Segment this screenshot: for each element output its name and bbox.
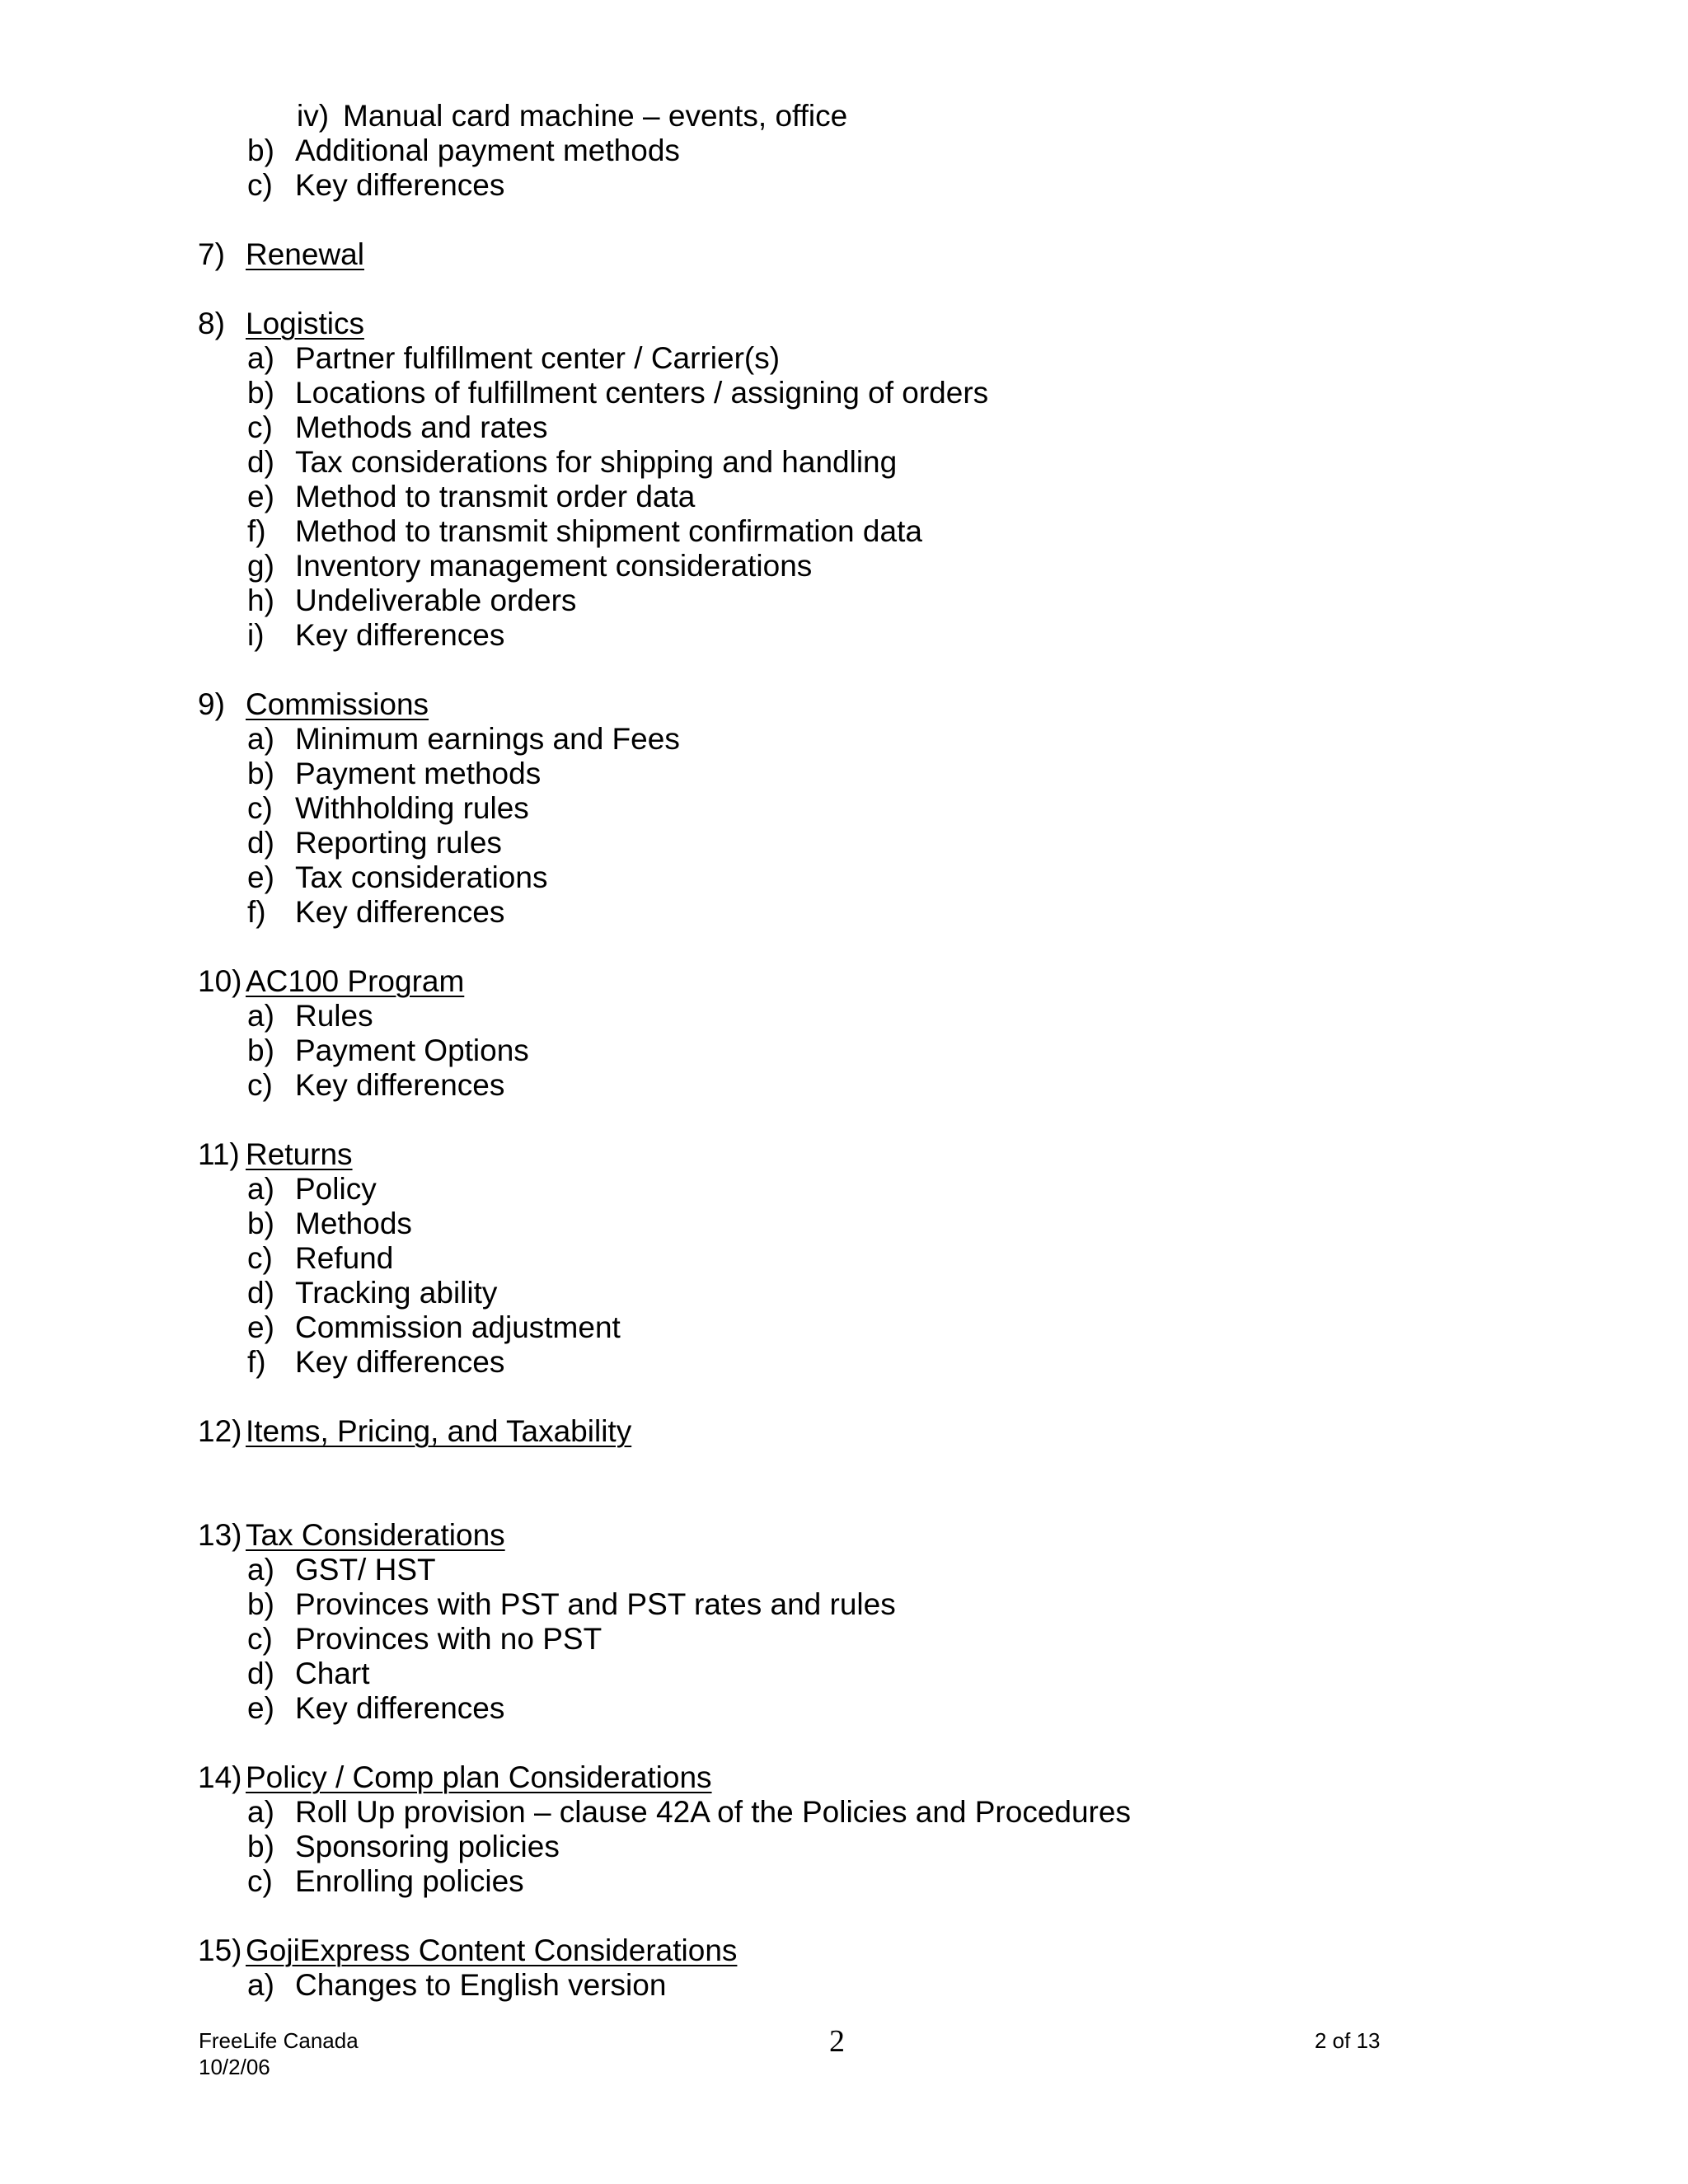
outline-marker: e) <box>247 860 274 894</box>
outline-marker: f) <box>247 514 266 548</box>
outline-marker: c) <box>247 791 273 825</box>
outline-marker: c) <box>247 1241 273 1275</box>
outline-text: Policy <box>295 1172 377 1206</box>
footer-left <box>199 2027 359 2080</box>
outline-marker: 15) <box>198 1933 242 1967</box>
outline-text: Changes to English version <box>295 1968 667 2002</box>
outline-marker: c) <box>247 1622 273 1656</box>
outline-text: Methods and rates <box>295 410 548 444</box>
outline-text: Refund <box>295 1241 394 1275</box>
outline-marker: d) <box>247 826 274 860</box>
outline-text: Additional payment methods <box>295 134 680 167</box>
outline-text: Key differences <box>295 1068 505 1102</box>
outline-marker: b) <box>247 1830 274 1863</box>
outline-text: Minimum earnings and Fees <box>295 722 680 756</box>
outline-marker: g) <box>247 549 274 583</box>
outline-text: Method to transmit order data <box>295 480 696 513</box>
outline-text: Roll Up provision – clause 42A of the Policies and Procedures <box>295 1795 1131 1829</box>
outline-marker: a) <box>247 341 274 375</box>
outline-text: Partner fulfillment center / Carrier(s) <box>295 341 781 375</box>
outline-marker: b) <box>247 1033 274 1067</box>
outline-marker: b) <box>247 376 274 410</box>
outline-text: Key differences <box>295 168 505 202</box>
outline-text: Manual card machine – events, office <box>343 99 848 133</box>
outline-marker: f) <box>247 895 266 929</box>
outline-marker: e) <box>247 1691 274 1725</box>
outline-text: Undeliverable orders <box>295 583 577 617</box>
outline-text: Tax considerations for shipping and handling <box>295 445 898 479</box>
outline-text: Enrolling policies <box>295 1864 524 1898</box>
outline-text: Tax Considerations <box>246 1518 505 1552</box>
outline-text: AC100 Program <box>246 964 465 998</box>
outline-marker: c) <box>247 410 273 444</box>
outline-text: Returns <box>246 1137 353 1171</box>
outline-text: Policy / Comp plan Considerations <box>246 1760 712 1794</box>
outline-text: Key differences <box>295 895 505 929</box>
outline-text: Key differences <box>295 1691 505 1725</box>
outline-marker: a) <box>247 999 274 1033</box>
outline-marker: d) <box>247 1276 274 1310</box>
outline-marker: 10) <box>198 964 242 998</box>
footer-page-number: 2 <box>829 2024 845 2059</box>
outline-marker: 11) <box>198 1137 240 1171</box>
outline-text: Commissions <box>246 687 429 721</box>
footer-company: FreeLife Canada <box>199 2028 359 2053</box>
outline-marker: h) <box>247 583 274 617</box>
outline-marker: d) <box>247 445 274 479</box>
outline-text: Provinces with PST and PST rates and rules <box>295 1587 896 1621</box>
outline-text: Inventory management considerations <box>295 549 813 583</box>
outline-marker: b) <box>247 1587 274 1621</box>
outline-text: Logistics <box>246 307 364 340</box>
outline-text: Key differences <box>295 618 505 652</box>
outline-text: Payment Options <box>295 1033 529 1067</box>
outline-text: Reporting rules <box>295 826 502 860</box>
outline-marker: f) <box>247 1345 266 1379</box>
outline-marker: e) <box>247 1310 274 1344</box>
outline-marker: 7) <box>198 237 225 271</box>
outline-marker: i) <box>247 618 265 652</box>
outline-marker: b) <box>247 757 274 790</box>
outline-text: Methods <box>295 1207 412 1240</box>
outline-text: Tax considerations <box>295 860 548 894</box>
outline-marker: b) <box>247 134 274 167</box>
outline-marker: b) <box>247 1207 274 1240</box>
outline-text: GojiExpress Content Considerations <box>246 1933 738 1967</box>
outline-text: Chart <box>295 1657 370 1690</box>
outline-marker: c) <box>247 168 273 202</box>
outline-marker: 9) <box>198 687 225 721</box>
outline-marker: e) <box>247 480 274 513</box>
outline-marker: c) <box>247 1864 273 1898</box>
outline-marker: c) <box>247 1068 273 1102</box>
outline-text: GST/ HST <box>295 1553 436 1586</box>
outline-text: Method to transmit shipment confirmation data <box>295 514 922 548</box>
outline-marker: 14) <box>198 1760 242 1794</box>
outline-marker: a) <box>247 1968 274 2002</box>
outline-text: Tracking ability <box>295 1276 498 1310</box>
footer-date: 10/2/06 <box>199 2055 270 2079</box>
outline-text: Provinces with no PST <box>295 1622 603 1656</box>
outline-text: Items, Pricing, and Taxability <box>246 1414 632 1448</box>
outline-text: Key differences <box>295 1345 505 1379</box>
outline-marker: 8) <box>198 307 225 340</box>
outline-text: Withholding rules <box>295 791 529 825</box>
outline-marker: a) <box>247 722 274 756</box>
outline-marker: 13) <box>198 1518 242 1552</box>
outline-text: Renewal <box>246 237 364 271</box>
outline-marker: d) <box>247 1657 274 1690</box>
outline-text: Rules <box>295 999 373 1033</box>
outline-marker: a) <box>247 1795 274 1829</box>
footer-page-of: 2 of 13 <box>1315 2028 1381 2053</box>
outline-marker: iv) <box>297 99 330 133</box>
outline-text: Payment methods <box>295 757 542 790</box>
outline-text: Commission adjustment <box>295 1310 621 1344</box>
outline-text: Locations of fulfillment centers / assigning of orders <box>295 376 989 410</box>
outline-marker: 12) <box>198 1414 242 1448</box>
outline-marker: a) <box>247 1553 274 1586</box>
outline-text: Sponsoring policies <box>295 1830 560 1863</box>
outline-marker: a) <box>247 1172 274 1206</box>
